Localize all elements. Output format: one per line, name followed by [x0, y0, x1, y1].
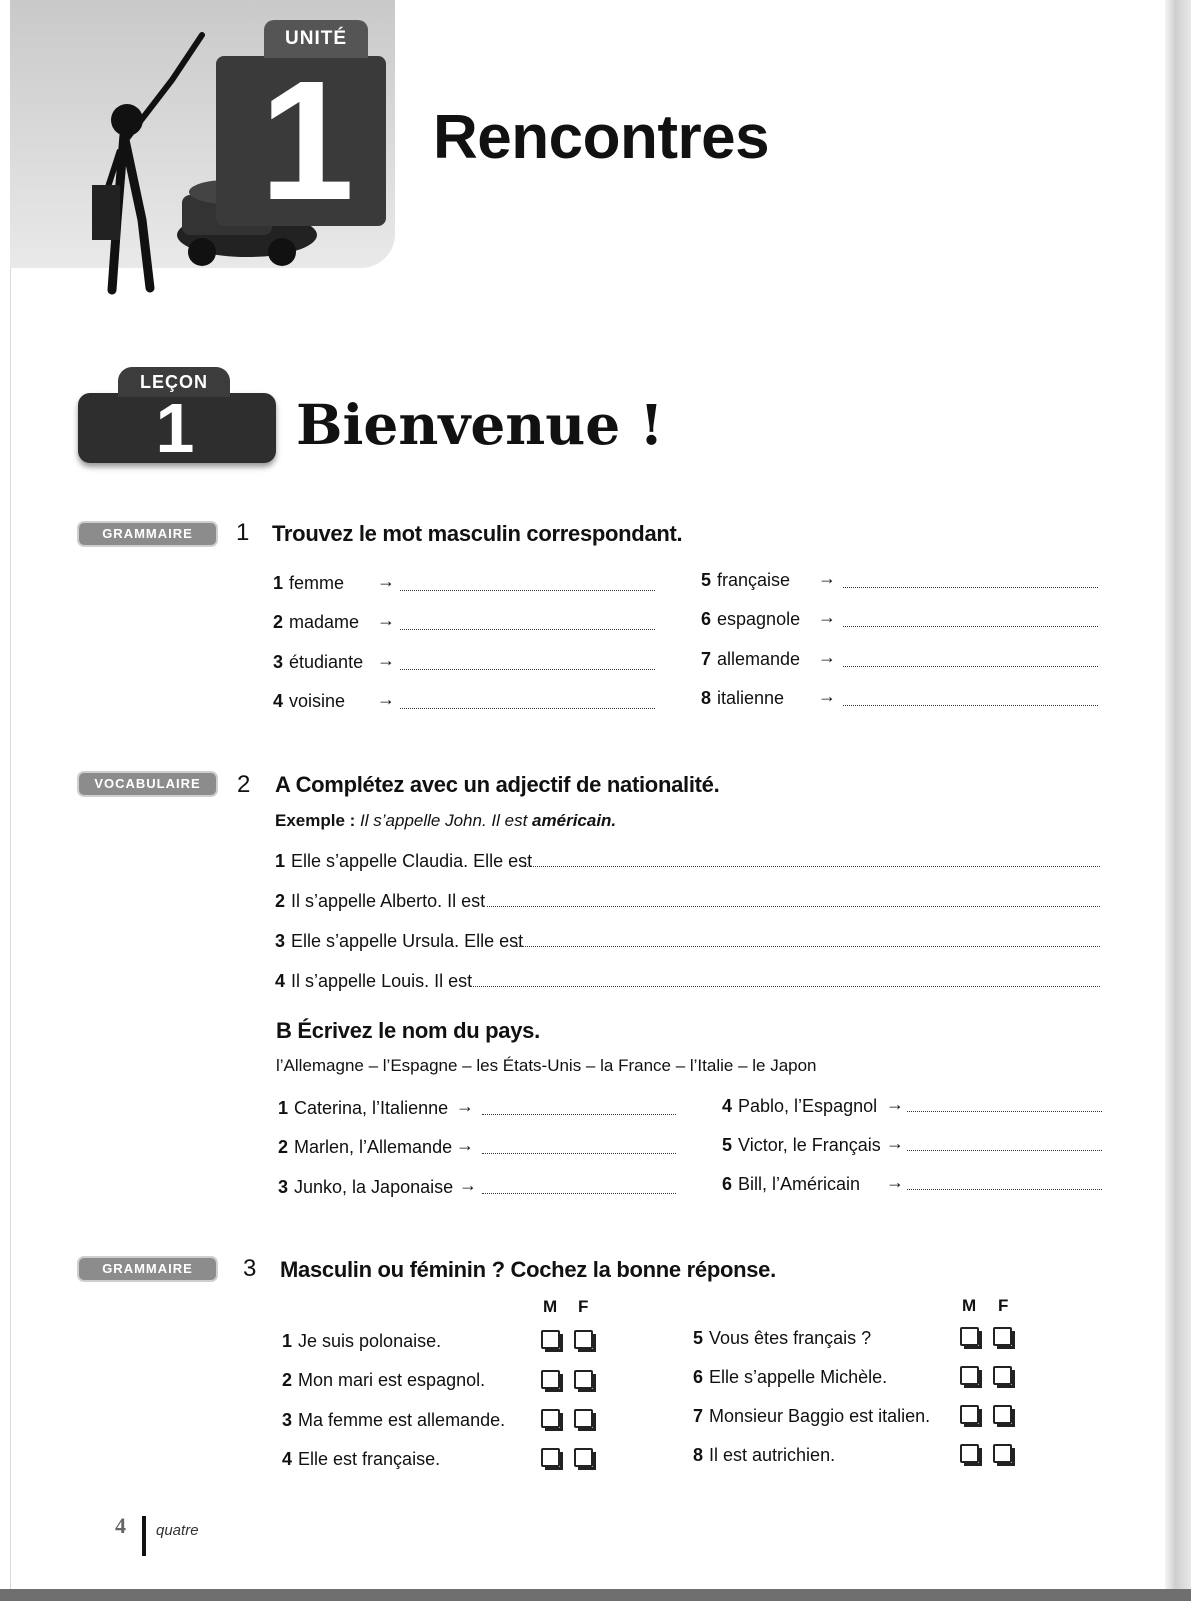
exercise-item — [282, 1410, 505, 1431]
checkbox-m[interactable] — [960, 1405, 979, 1424]
item-text: Ma femme est allemande. — [298, 1410, 506, 1430]
checkbox-f[interactable] — [574, 1409, 593, 1428]
exercise-item — [278, 1177, 453, 1198]
item-number: 2 — [275, 891, 286, 911]
checkbox-f[interactable] — [993, 1366, 1012, 1385]
unit-label: UNITÉ — [264, 20, 368, 58]
item-number: 5 — [701, 570, 712, 590]
item-number: 8 — [693, 1445, 704, 1465]
item-number: 1 — [273, 573, 284, 593]
item-number: 7 — [701, 649, 712, 669]
part-a-title: A Complétez avec un adjectif de nationalité. — [275, 772, 720, 797]
answer-blank[interactable] — [400, 590, 655, 591]
answer-blank[interactable] — [843, 705, 1098, 706]
item-text: italienne — [717, 688, 785, 708]
item-text: Il s’appelle Louis. Il est — [291, 971, 473, 991]
column-f-header: F — [998, 1296, 1009, 1315]
item-number: 5 — [722, 1135, 733, 1155]
item-text: Elle s’appelle Ursula. Elle est — [291, 931, 524, 951]
answer-blank[interactable] — [524, 866, 1100, 867]
unit-title: Rencontres — [433, 103, 770, 172]
column-m-header: M — [962, 1296, 977, 1315]
exercise-item — [693, 1367, 887, 1388]
item-number: 7 — [693, 1406, 704, 1426]
exercise-item — [273, 612, 359, 633]
exercise-item — [275, 971, 472, 992]
item-number: 3 — [275, 931, 286, 951]
exercise-item — [282, 1370, 485, 1391]
answer-blank[interactable] — [907, 1150, 1102, 1151]
exercise-number: 3 — [243, 1255, 257, 1282]
scan-bottom-edge — [0, 1589, 1191, 1601]
item-number: 2 — [278, 1137, 289, 1157]
item-number: 4 — [273, 691, 284, 711]
checkbox-m[interactable] — [541, 1448, 560, 1467]
item-text: Monsieur Baggio est italien. — [709, 1406, 931, 1426]
item-number: 4 — [275, 971, 286, 991]
exercise-item — [693, 1406, 930, 1427]
answer-blank[interactable] — [400, 629, 655, 630]
item-number: 3 — [273, 652, 284, 672]
item-text: Elle s’appelle Claudia. Elle est — [291, 851, 533, 871]
country-list: l’Allemagne – l’Espagne – les États-Unis – la France – l’Italie – le Japon — [276, 1056, 817, 1075]
item-number: 4 — [282, 1449, 293, 1469]
checkbox-m[interactable] — [541, 1409, 560, 1428]
exercise-item — [701, 649, 800, 670]
arrow-icon: → — [377, 571, 395, 591]
arrow-icon: → — [456, 1096, 474, 1116]
item-text: Elle est française. — [298, 1449, 441, 1469]
arrow-icon: → — [886, 1094, 904, 1114]
exercise-number: 2 — [237, 771, 251, 798]
item-number: 1 — [278, 1098, 289, 1118]
item-text: allemande — [717, 649, 801, 669]
lesson-label: LEÇON — [118, 367, 230, 397]
item-number: 8 — [701, 688, 712, 708]
arrow-icon: → — [377, 689, 395, 709]
answer-blank[interactable] — [843, 587, 1098, 588]
item-text: Je suis polonaise. — [298, 1331, 442, 1351]
column-f-header: F — [578, 1297, 589, 1316]
item-text: voisine — [289, 691, 346, 711]
checkbox-m[interactable] — [541, 1330, 560, 1349]
item-text: française — [717, 570, 791, 590]
exercise-number: 1 — [236, 519, 250, 546]
exercise-item — [282, 1449, 440, 1470]
exercise-item — [273, 652, 363, 673]
checkbox-m[interactable] — [960, 1366, 979, 1385]
answer-blank[interactable] — [843, 666, 1098, 667]
item-text: Il s’appelle Alberto. Il est — [291, 891, 486, 911]
answer-blank[interactable] — [907, 1111, 1102, 1112]
checkbox-m[interactable] — [960, 1444, 979, 1463]
exercise-title: Trouvez le mot masculin correspondant. — [272, 521, 683, 546]
arrow-icon: → — [456, 1135, 474, 1155]
item-text: Vous êtes français ? — [709, 1328, 872, 1348]
item-text: étudiante — [289, 652, 364, 672]
page-word: quatre — [156, 1522, 199, 1539]
grammaire-tag: GRAMMAIRE — [79, 1258, 216, 1280]
exercise-item — [701, 609, 800, 630]
checkbox-f[interactable] — [574, 1330, 593, 1349]
exercise-item — [275, 891, 485, 912]
arrow-icon: → — [818, 568, 836, 588]
item-text: Pablo, l’Espagnol — [738, 1096, 878, 1116]
grammaire-tag: GRAMMAIRE — [79, 523, 216, 545]
arrow-icon: → — [377, 650, 395, 670]
item-text: espagnole — [717, 609, 801, 629]
item-number: 6 — [722, 1174, 733, 1194]
checkbox-f[interactable] — [993, 1405, 1012, 1424]
item-number: 2 — [282, 1370, 293, 1390]
item-text: Marlen, l’Allemande — [294, 1137, 453, 1157]
exercise-item — [273, 691, 345, 712]
column-m-header: M — [543, 1297, 558, 1316]
unit-number: 1 — [259, 46, 355, 236]
answer-blank[interactable] — [487, 906, 1100, 907]
item-text: Junko, la Japonaise — [294, 1177, 454, 1197]
example-label: Exemple : — [275, 811, 356, 830]
item-number: 6 — [693, 1367, 704, 1387]
lesson-number: 1 — [155, 389, 195, 467]
checkbox-f[interactable] — [993, 1327, 1012, 1346]
exercise-item — [278, 1098, 448, 1119]
item-number: 2 — [273, 612, 284, 632]
item-number: 6 — [701, 609, 712, 629]
checkbox-f[interactable] — [574, 1448, 593, 1467]
item-text: Il est autrichien. — [709, 1445, 836, 1465]
exercise-item — [275, 851, 532, 872]
page-number-divider — [142, 1516, 146, 1556]
item-text: Mon mari est espagnol. — [298, 1370, 486, 1390]
exercise-item — [722, 1135, 881, 1156]
item-number: 5 — [693, 1328, 704, 1348]
item-text: Caterina, l’Italienne — [294, 1098, 449, 1118]
arrow-icon: → — [818, 647, 836, 667]
vocabulaire-tag: VOCABULAIRE — [79, 773, 216, 795]
arrow-icon: → — [818, 686, 836, 706]
arrow-icon: → — [818, 607, 836, 627]
checkbox-f[interactable] — [993, 1444, 1012, 1463]
page-number: 4 — [115, 1513, 126, 1538]
exercise-item — [275, 931, 523, 952]
exercise-title: Masculin ou féminin ? Cochez la bonne réponse. — [280, 1257, 776, 1282]
example-answer: américain. — [532, 811, 617, 830]
answer-blank[interactable] — [482, 1114, 676, 1115]
answer-blank[interactable] — [516, 946, 1100, 947]
answer-blank[interactable] — [482, 1193, 676, 1194]
exercise-item — [722, 1174, 860, 1195]
part-b-title: B Écrivez le nom du pays. — [276, 1018, 540, 1043]
scan-right-edge — [1165, 0, 1191, 1601]
lesson-title: Bienvenue ! — [296, 392, 664, 457]
item-text: madame — [289, 612, 360, 632]
item-number: 4 — [722, 1096, 733, 1116]
arrow-icon: → — [886, 1172, 904, 1192]
answer-blank[interactable] — [907, 1189, 1102, 1190]
exercise-item — [278, 1137, 452, 1158]
checkbox-f[interactable] — [574, 1370, 593, 1389]
item-number: 3 — [282, 1410, 293, 1430]
example-line — [275, 811, 616, 831]
answer-blank[interactable] — [843, 626, 1098, 627]
item-number: 1 — [275, 851, 286, 871]
exercise-item — [282, 1331, 441, 1352]
item-text: femme — [289, 573, 345, 593]
arrow-icon: → — [459, 1175, 477, 1195]
checkbox-m[interactable] — [541, 1370, 560, 1389]
arrow-icon: → — [886, 1133, 904, 1153]
exercise-item — [701, 688, 784, 709]
exercise-item — [693, 1328, 871, 1349]
answer-blank[interactable] — [470, 986, 1100, 987]
item-text: Victor, le Français — [738, 1135, 881, 1155]
exercise-item — [701, 570, 790, 591]
checkbox-m[interactable] — [960, 1327, 979, 1346]
item-text: Elle s’appelle Michèle. — [709, 1367, 888, 1387]
exercise-item — [722, 1096, 877, 1117]
item-number: 1 — [282, 1331, 293, 1351]
answer-blank[interactable] — [400, 708, 655, 709]
item-number: 3 — [278, 1177, 289, 1197]
item-text: Bill, l’Américain — [738, 1174, 861, 1194]
arrow-icon: → — [377, 610, 395, 630]
answer-blank[interactable] — [482, 1153, 676, 1154]
answer-blank[interactable] — [400, 669, 655, 670]
example-text: Il s’appelle John. Il est — [360, 811, 528, 830]
exercise-item — [693, 1445, 835, 1466]
exercise-item — [273, 573, 344, 594]
